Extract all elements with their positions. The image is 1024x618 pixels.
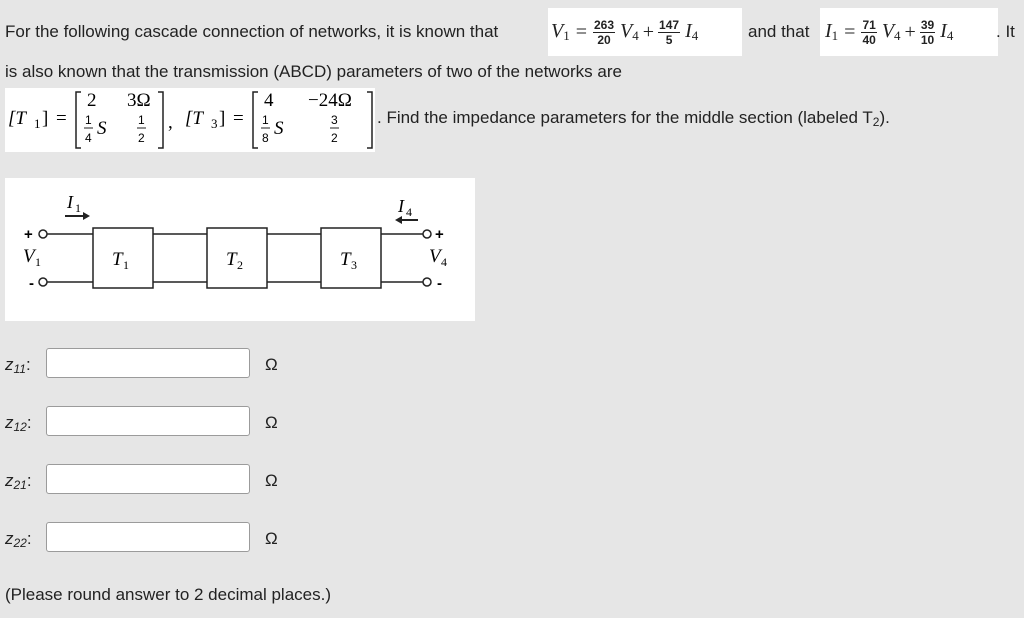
t1-box-sub: 1 (123, 258, 129, 272)
v1-plus: + (24, 226, 33, 243)
z22-input[interactable] (46, 522, 250, 552)
t1-matrix-label: [T (8, 108, 26, 129)
line3-sub: 2 (872, 115, 880, 129)
t1-matrix-label-sub: 1 (34, 116, 41, 131)
matrices-block (5, 88, 375, 152)
t3-box-sub: 3 (351, 258, 357, 272)
z22-label-letter: z (5, 529, 14, 548)
and-that-text: and that (748, 22, 810, 41)
v4-label: V (429, 246, 441, 267)
t3-d-den: 2 (331, 131, 338, 145)
z12-input[interactable] (46, 406, 250, 436)
t1-d-num: 1 (138, 113, 145, 127)
t1-d-den: 2 (138, 131, 145, 145)
i4-label: I (398, 196, 404, 216)
z21-label-sub: 21 (13, 478, 27, 492)
eq2-lhs: I (825, 20, 832, 42)
eq2-frac1-num: 71 (862, 17, 876, 32)
eq2-lhs-sub: 1 (831, 28, 839, 43)
z11-label-letter: z (5, 355, 14, 374)
z22-label-sub: 22 (13, 536, 27, 550)
rounding-note: (Please round answer to 2 decimal places.) (5, 585, 331, 604)
z11-input[interactable] (46, 348, 250, 378)
v4-bottom-terminal (423, 278, 431, 286)
z21-label (5, 471, 32, 492)
t1-b: 3Ω (127, 90, 151, 111)
eq1-frac1-num: 263 (594, 17, 615, 32)
line3-main: . Find the impedance parameters for the middle section (labeled T (377, 108, 873, 127)
svg-text:=: = (233, 108, 244, 129)
svg-text:=: = (56, 108, 67, 129)
z12-label-letter: z (5, 413, 14, 432)
line3-text (377, 108, 890, 129)
eq1-v4-sub: 4 (632, 28, 639, 43)
circuit-diagram (5, 178, 475, 321)
v4-top-terminal (423, 230, 431, 238)
v1-label: V (23, 246, 35, 267)
t2-box-sub: 2 (237, 258, 243, 272)
t3-matrix-label-sub: 3 (211, 116, 218, 131)
v1-minus: - (29, 275, 34, 292)
t1-box-label: T (112, 249, 123, 270)
i1-sub: 1 (75, 201, 81, 215)
z12-label-sub: 12 (13, 420, 27, 434)
i4-sub: 4 (406, 205, 412, 219)
t2-box-label: T (226, 249, 237, 270)
z21-label-letter: z (5, 471, 14, 490)
v1-bottom-terminal (39, 278, 47, 286)
i1-arrow-icon (83, 212, 90, 220)
eq1-frac1-den: 20 (597, 32, 611, 47)
z21-input[interactable] (46, 464, 250, 494)
eq1-i4-sub: 4 (691, 28, 699, 43)
i4-arrow-icon (395, 216, 402, 224)
eq2-frac1-den: 40 (862, 32, 876, 47)
t3-c-unit: S (274, 118, 284, 139)
eq2-v4: V (881, 20, 895, 42)
t3-c-num: 1 (262, 113, 269, 127)
eq2-v4-sub: 4 (894, 28, 901, 43)
eq2-i4-sub: 4 (946, 28, 954, 43)
t3-b: −24Ω (308, 90, 352, 111)
line2-text: is also known that the transmission (ABCD) parameters of two of the networks are (5, 62, 622, 81)
eq1-frac2-den: 5 (665, 32, 673, 47)
z22-label (5, 529, 32, 550)
eq2-frac2-num: 39 (920, 17, 935, 32)
t3-c-den: 8 (262, 131, 269, 145)
intro-text: For the following cascade connection of networks, it is known that (5, 22, 499, 41)
z21-label-colon: : (26, 471, 32, 490)
eq1-lhs: V (551, 20, 564, 42)
t3-d-num: 3 (331, 113, 338, 127)
z22-label-colon: : (26, 529, 32, 548)
z12-label (5, 413, 32, 434)
eq1-v4: V (620, 20, 633, 42)
v4-plus: + (435, 226, 444, 243)
eq1-lhs-sub: 1 (563, 28, 570, 43)
z11-label (5, 355, 31, 376)
v1-top-terminal (39, 230, 47, 238)
svg-text:]: ] (42, 108, 49, 129)
z12-unit: Ω (265, 413, 278, 432)
eq2-i4: I (940, 20, 947, 42)
t1-c-num: 1 (85, 113, 92, 127)
svg-text:]: ] (219, 108, 226, 129)
z11-label-sub: 11 (13, 362, 26, 376)
svg-text:,: , (168, 112, 173, 133)
z11-unit: Ω (265, 355, 278, 374)
t1-c-unit: S (97, 118, 107, 139)
equation-i1: $I_1$ = $\frac{71}{40}$ $V_4$ + $\frac{39}{10}$ $I_4$ (820, 8, 998, 56)
v4-sub: 4 (441, 255, 447, 269)
t3-box-label: T (340, 249, 351, 270)
eq1-frac2-num: 147 (659, 17, 680, 32)
v4-minus: - (437, 275, 442, 292)
t3-matrix-label: [T (185, 108, 203, 129)
z11-label-colon: : (25, 355, 31, 374)
t1-a: 2 (87, 90, 97, 111)
v1-sub: 1 (35, 255, 41, 269)
z21-unit: Ω (265, 471, 278, 490)
t3-a: 4 (264, 90, 274, 111)
eq1-i4: I (685, 20, 692, 42)
eq2-frac2-den: 10 (920, 32, 935, 47)
i1-label: I (67, 192, 73, 212)
t1-c-den: 4 (85, 131, 92, 145)
z12-label-colon: : (26, 413, 32, 432)
it-tail-text: . It (996, 22, 1015, 41)
z22-unit: Ω (265, 529, 278, 548)
equation-v1: $V_1$ = $\frac{263}{20}$ $V_4$ + $\frac{147}{5}$ $I_4$ (548, 8, 742, 56)
line3-end: ). (879, 108, 890, 127)
